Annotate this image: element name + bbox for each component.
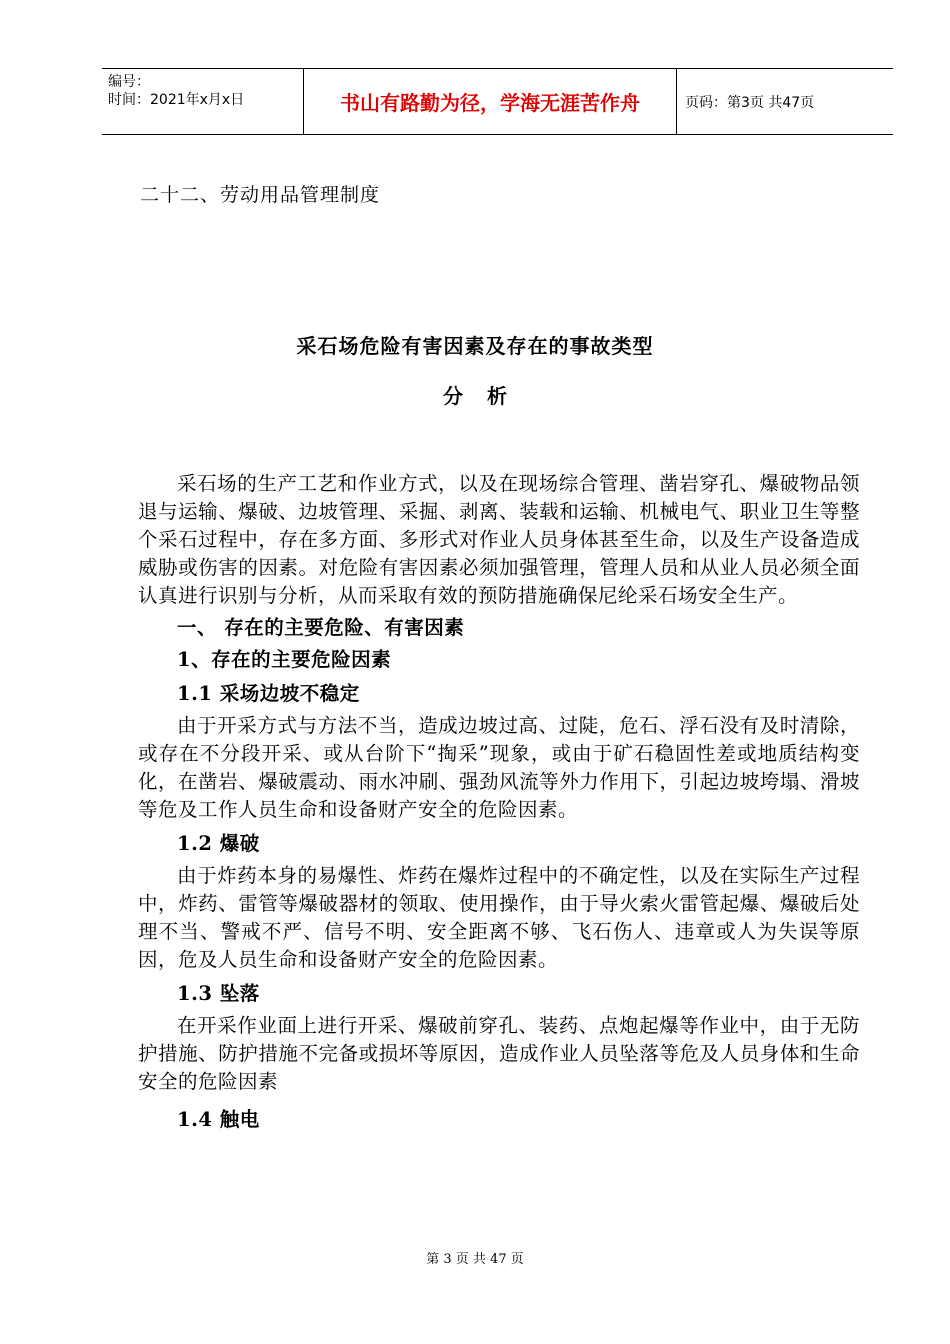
header-meta bbox=[102, 69, 303, 134]
item-heading-1-4: 1.4 触电 bbox=[177, 1108, 260, 1131]
pre-heading: 二十二、劳动用品管理制度 bbox=[140, 184, 381, 206]
item-heading-1-2: 1.2 爆破 bbox=[177, 832, 260, 855]
document-title-line2: 分析 bbox=[443, 384, 531, 408]
item-text-1-3: 在开采作业面上进行开采、爆破前穿孔、装药、点炮起爆等作业中，由于无防护措施、防护措施不完备或损坏等原因，造成作业人员坠落等危及人员身体和生命安全的危险因素 bbox=[138, 1014, 860, 1093]
item-text-1-1: 由于开采方式与方法不当，造成边坡过高、过陡，危石、浮石没有及时清除，或存在不分段开采、或从台阶下“掏采”现象，或由于矿石稳固性差或地质结构变化，在凿岩、爆破震动、雨水冲刷、强劲风流等外力作用下，引起边坡垮塌、滑坡等危及工作人员生命和设备财产安全的危险因素。 bbox=[138, 714, 860, 821]
page-header bbox=[102, 68, 893, 135]
item-text-1-2: 由于炸药本身的易爆性、炸药在爆炸过程中的不确定性，以及在实际生产过程中，炸药、雷管等爆破器材的领取、使用操作，由于导火索火雷管起爆、爆破后处理不当、警戒不严、信号不明、安全距离不够、飞石伤人、违章或人为失误等原因，危及人员生命和设备财产安全的危险因素。 bbox=[138, 864, 860, 971]
header-slogan: 书山有路勤为径，学海无涯苦作舟 bbox=[303, 69, 677, 134]
item-heading-1-1: 1.1 采场边坡不稳定 bbox=[177, 682, 360, 705]
subsection-heading: 1、存在的主要危险因素 bbox=[177, 648, 392, 671]
page-footer: 第 3 页 共 47 页 bbox=[426, 1252, 524, 1267]
document-body bbox=[138, 470, 860, 1138]
section-heading: 一、 存在的主要危险、有害因素 bbox=[177, 616, 465, 639]
document-title: 采石场危险有害因素及存在的事故类型 bbox=[296, 334, 654, 358]
document-time: 时间：2021年x月x日 bbox=[108, 92, 245, 108]
intro-paragraph: 采石场的生产工艺和作业方式，以及在现场综合管理、凿岩穿孔、爆破物品领退与运输、爆破、边坡管理、采掘、剥离、装载和运输、机械电气、职业卫生等整个采石过程中，存在多方面、多形式对作业人员身体甚至生命，以及生产设备造成威胁或伤害的因素。对危险有害因素必须加强管理，管理人员和从业人员必须全面认真进行识别与分析，从而采取有效的预防措施确保尼纶采石场安全生产。 bbox=[138, 472, 860, 607]
header-page-code: 页码：第3页 共47页 bbox=[685, 94, 815, 111]
document-number-label: 编号： bbox=[108, 74, 150, 90]
item-heading-1-3: 1.3 坠落 bbox=[177, 982, 260, 1005]
